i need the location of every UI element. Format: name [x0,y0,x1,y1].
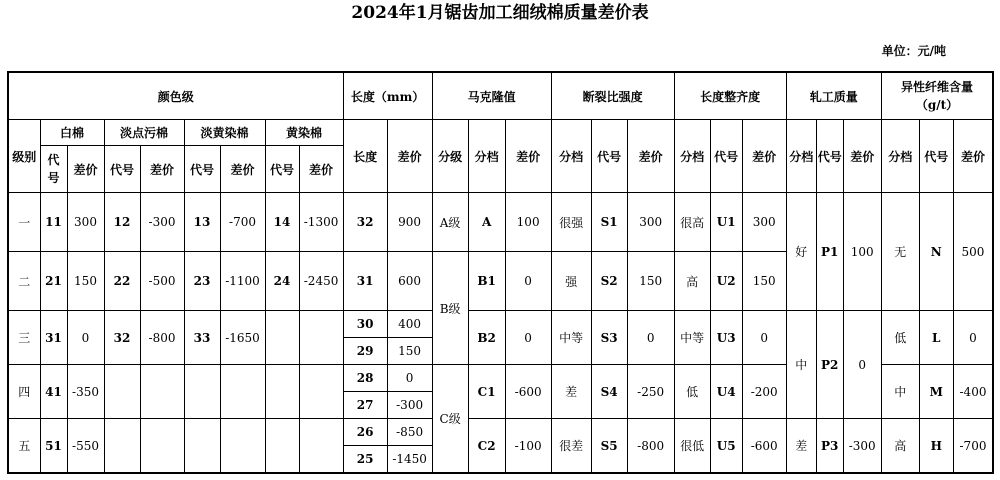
length-cell: 30 [343,311,387,338]
grade-cell: 五 [8,419,40,474]
yellow-code-cell-empty [265,419,299,474]
mic-diff-cell: 0 [505,252,551,311]
code-char-1: 代 [47,153,60,167]
spotted-code-cell: 32 [104,311,140,365]
length-diff-cell: -300 [387,392,432,419]
header-uniformity: 长度整齐度 [674,72,786,120]
str-diff-cell: -800 [627,419,674,474]
str-tier-cell: 很强 [551,193,591,252]
subheader-lightyellow-diff: 差价 [220,146,265,193]
str-code-cell: S1 [591,193,627,252]
uni-diff-cell: 300 [742,193,786,252]
spotted-code-cell: 12 [104,193,140,252]
gin-tier-cell: 好 [786,193,816,311]
header-foreign-fiber-line2: （g/t） [915,98,959,112]
mic-diff-cell: 0 [505,311,551,365]
str-code-cell: S5 [591,419,627,474]
yellow-code-cell-empty [265,311,299,365]
lightyellow-diff-cell: -1650 [220,311,265,365]
white-diff-cell: 300 [67,193,104,252]
length-diff-cell: 150 [387,338,432,365]
spotted-code-cell-empty [104,419,140,474]
lightyellow-code-cell: 13 [184,193,220,252]
str-code-cell: S4 [591,365,627,419]
subheader-str-tier: 分档 [551,120,591,193]
white-code-cell: 31 [40,311,67,365]
subheader-uni-tier: 分档 [674,120,710,193]
lightyellow-diff-cell: -700 [220,193,265,252]
gin-code-cell: P1 [816,193,843,311]
price-difference-table [7,71,994,474]
ff-diff-cell: -400 [953,365,993,419]
length-diff-cell: 0 [387,365,432,392]
str-tier-cell: 很差 [551,419,591,474]
subheader-white-code [40,146,67,193]
ff-code-cell: N [919,193,953,311]
spotted-code-cell: 22 [104,252,140,311]
str-tier-cell: 差 [551,365,591,419]
subheader-gin-diff: 差价 [843,120,881,193]
subheader-spotted-diff: 差价 [140,146,184,193]
grade-cell: 三 [8,311,40,365]
length-diff-cell: 400 [387,311,432,338]
ff-diff-cell: 500 [953,193,993,311]
subheader-length: 长度 [343,120,387,193]
type-light-spotted: 淡点污棉 [104,120,184,146]
str-code-cell: S2 [591,252,627,311]
str-diff-cell: 150 [627,252,674,311]
length-cell: 27 [343,392,387,419]
uni-tier-cell: 中等 [674,311,710,365]
subheader-str-code: 代号 [591,120,627,193]
subheader-gin-tier: 分档 [786,120,816,193]
header-ginning: 轧工质量 [786,72,881,120]
subheader-ff-diff: 差价 [953,120,993,193]
gin-diff-cell: 0 [843,311,881,419]
grade-cell: 一 [8,193,40,252]
white-diff-cell: -350 [67,365,104,419]
ff-tier-cell: 高 [881,419,919,474]
subheader-yellow-code: 代号 [265,146,299,193]
mic-class-cell: B级 [432,252,468,365]
lightyellow-diff-cell-empty [220,419,265,474]
header-length: 长度（mm） [343,72,432,120]
mic-tier-cell: B1 [468,252,505,311]
length-cell: 26 [343,419,387,446]
gin-tier-cell: 差 [786,419,816,474]
white-code-cell: 51 [40,419,67,474]
subheader-lightyellow-code: 代号 [184,146,220,193]
uni-diff-cell: -600 [742,419,786,474]
subheader-spotted-code: 代号 [104,146,140,193]
gin-diff-cell: 100 [843,193,881,311]
ff-diff-cell: -700 [953,419,993,474]
gin-diff-cell: -300 [843,419,881,474]
lightyellow-code-cell: 33 [184,311,220,365]
ff-tier-cell: 无 [881,193,919,311]
header-strength: 断裂比强度 [551,72,674,120]
str-code-cell: S3 [591,311,627,365]
subheader-grade: 级别 [8,120,40,193]
yellow-diff-cell-empty [299,311,343,365]
uni-tier-cell: 低 [674,365,710,419]
subheader-ff-code: 代号 [919,120,953,193]
mic-tier-cell: B2 [468,311,505,365]
ff-code-cell: M [919,365,953,419]
mic-tier-cell: A [468,193,505,252]
uni-code-cell: U3 [710,311,742,365]
spotted-diff-cell-empty [140,365,184,419]
gin-code-cell: P3 [816,419,843,474]
mic-tier-cell: C2 [468,419,505,474]
uni-diff-cell: 0 [742,311,786,365]
white-code-cell: 21 [40,252,67,311]
subheader-mic-diff: 差价 [505,120,551,193]
grade-cell: 四 [8,365,40,419]
yellow-code-cell: 24 [265,252,299,311]
white-diff-cell: -550 [67,419,104,474]
type-white: 白棉 [40,120,104,146]
header-micronaire: 马克隆值 [432,72,551,120]
uni-code-cell: U4 [710,365,742,419]
uni-diff-cell: -200 [742,365,786,419]
header-foreign-fiber-line1: 异性纤维含量 [900,80,973,94]
subheader-yellow-diff: 差价 [299,146,343,193]
str-diff-cell: 300 [627,193,674,252]
lightyellow-code-cell-empty [184,419,220,474]
length-cell: 25 [343,446,387,474]
spotted-diff-cell: -800 [140,311,184,365]
yellow-diff-cell: -1300 [299,193,343,252]
lightyellow-diff-cell-empty [220,365,265,419]
header-color-grade: 颜色级 [8,72,343,120]
white-diff-cell: 0 [67,311,104,365]
length-cell: 29 [343,338,387,365]
subheader-white-diff: 差价 [67,146,104,193]
mic-tier-cell: C1 [468,365,505,419]
mic-class-cell: C级 [432,365,468,474]
uni-diff-cell: 150 [742,252,786,311]
length-cell: 32 [343,193,387,252]
subheader-gin-code: 代号 [816,120,843,193]
str-diff-cell: -250 [627,365,674,419]
gin-code-cell: P2 [816,311,843,419]
subheader-str-diff: 差价 [627,120,674,193]
length-diff-cell: -850 [387,419,432,446]
ff-code-cell: H [919,419,953,474]
subheader-uni-diff: 差价 [742,120,786,193]
yellow-code-cell-empty [265,365,299,419]
grade-cell: 二 [8,252,40,311]
page-title: 2024年1月锯齿加工细绒棉质量差价表 [351,3,649,23]
white-diff-cell: 150 [67,252,104,311]
yellow-diff-cell-empty [299,419,343,474]
subheader-uni-code: 代号 [710,120,742,193]
ff-tier-cell: 低 [881,311,919,365]
white-code-cell: 11 [40,193,67,252]
lightyellow-code-cell: 23 [184,252,220,311]
str-tier-cell: 强 [551,252,591,311]
subheader-length-diff: 差价 [387,120,432,193]
length-cell: 31 [343,252,387,311]
unit-label: 单位：元/吨 [881,44,946,58]
subheader-mic-class: 分级 [432,120,468,193]
code-char-2: 号 [47,171,60,185]
length-diff-cell: 900 [387,193,432,252]
gin-tier-cell: 中 [786,311,816,419]
subheader-ff-tier: 分档 [881,120,919,193]
length-diff-cell: -1450 [387,446,432,474]
spotted-code-cell-empty [104,365,140,419]
length-diff-cell: 600 [387,252,432,311]
header-foreign-fiber [881,72,993,120]
yellow-diff-cell-empty [299,365,343,419]
spotted-diff-cell: -500 [140,252,184,311]
spotted-diff-cell: -300 [140,193,184,252]
type-yellow: 黄染棉 [265,120,343,146]
lightyellow-code-cell-empty [184,365,220,419]
str-tier-cell: 中等 [551,311,591,365]
length-cell: 28 [343,365,387,392]
lightyellow-diff-cell: -1100 [220,252,265,311]
mic-diff-cell: -100 [505,419,551,474]
uni-tier-cell: 很高 [674,193,710,252]
yellow-code-cell: 14 [265,193,299,252]
uni-code-cell: U5 [710,419,742,474]
white-code-cell: 41 [40,365,67,419]
yellow-diff-cell: -2450 [299,252,343,311]
uni-tier-cell: 很低 [674,419,710,474]
uni-code-cell: U2 [710,252,742,311]
ff-diff-cell: 0 [953,311,993,365]
uni-code-cell: U1 [710,193,742,252]
type-light-yellow: 淡黄染棉 [184,120,265,146]
ff-code-cell: L [919,311,953,365]
uni-tier-cell: 高 [674,252,710,311]
spotted-diff-cell-empty [140,419,184,474]
subheader-mic-tier: 分档 [468,120,505,193]
ff-tier-cell: 中 [881,365,919,419]
mic-class-cell: A级 [432,193,468,252]
str-diff-cell: 0 [627,311,674,365]
mic-diff-cell: 100 [505,193,551,252]
mic-diff-cell: -600 [505,365,551,419]
